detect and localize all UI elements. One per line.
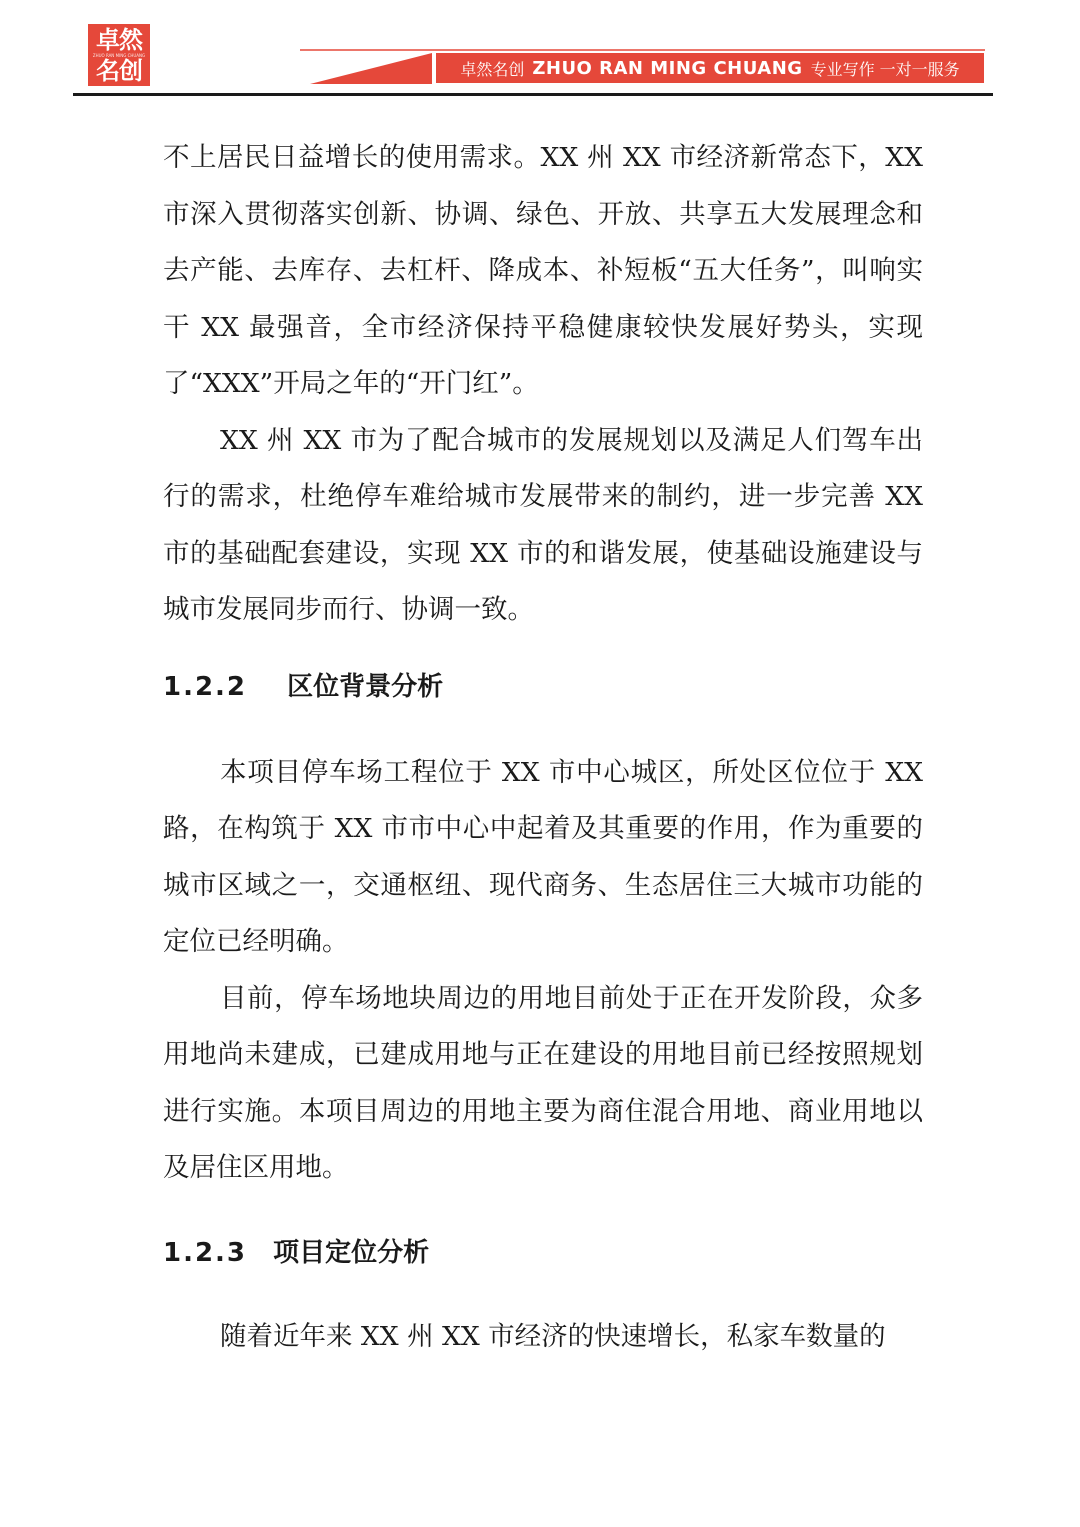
logo-text-line1: 卓然 [96, 25, 142, 54]
paragraph-positioning: 随着近年来 XX 州 XX 市经济的快速增长，私家车数量的 [220, 1320, 886, 1352]
logo-subtext: ZHUO RAN MING CHUANG [92, 52, 146, 58]
banner-brand-cn: 卓然名创 [460, 59, 525, 79]
header-divider [73, 93, 993, 96]
document-body [163, 130, 923, 1365]
banner-brand-latin: ZHUO RAN MING CHUANG [532, 57, 803, 79]
header-banner-text [436, 53, 984, 83]
banner-tagline: 专业写作 一对一服务 [810, 59, 960, 79]
section-title: 区位背景分析 [287, 671, 444, 702]
paragraph-economy-context: 不上居民日益增长的使用需求。XX 州 XX 市经济新常态下，XX 市深入贯彻落实创新、协调、绿色、开放、共享五大发展理念和去产能、去库存、去杠杆、降成本、补短板“五大任务”，叫响实干 XX 最强音，全市经济保持平稳健康较快发展好势头，实现了“XXX”开局之年的“开门红”。 [163, 142, 923, 399]
section-heading-1-2-3 [163, 1233, 923, 1273]
section-title: 项目定位分析 [273, 1237, 430, 1268]
section-number: 1.2.2 [163, 671, 248, 702]
banner-wedge [310, 53, 432, 84]
logo-text-line2: 名创 [96, 56, 142, 85]
paragraph-project-purpose: XX 州 XX 市为了配合城市的发展规划以及满足人们驾车出行的需求，杜绝停车难给城市发展带来的制约，进一步完善 XX 市的基础配套建设，实现 XX 市的和谐发展，使基础设施建设与城市发展同步而行、协调一致。 [163, 424, 923, 625]
paragraph-location: 本项目停车场工程位于 XX 市中心城区，所处区位位于 XX 路，在构筑于 XX 市市中心中起着及其重要的作用，作为重要的城市区域之一，交通枢纽、现代商务、生态居住三大城市功能的定位已经明确。 [163, 756, 923, 957]
section-heading-1-2-2 [163, 667, 923, 707]
paragraph-surrounding-land: 目前，停车场地块周边的用地目前处于正在开发阶段，众多用地尚未建成，已建成用地与正在建设的用地目前已经按照规划进行实施。本项目周边的用地主要为商住混合用地、商业用地以及居住区用地。 [163, 982, 923, 1183]
section-number: 1.2.3 [163, 1237, 248, 1268]
header-banner-shape [0, 0, 1080, 100]
